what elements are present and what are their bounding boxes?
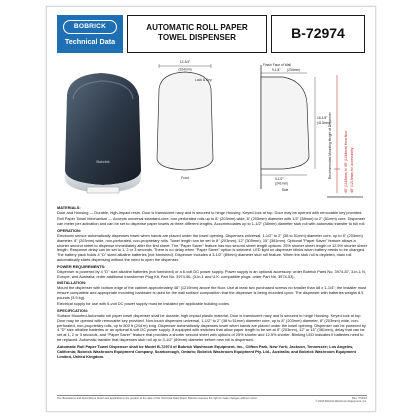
height-dim: 16-1/4" xyxy=(317,116,328,120)
front-view-outline xyxy=(157,72,213,170)
installation-para-1: Mount the dispenser with bottom edge of the cabinet approximately 48" (1219mm) above the floor. Use at least two purchased screws no smaller than #8 x 1-1/4"; the installer must ensure compatible and appropriate mounting hardware is used for the wall surface composition that the dispenser is being mounted upon. The dispenser with batteries weighs 8.5 pounds (3.9 kg). xyxy=(57,284,367,300)
logo-text: BOBRICK xyxy=(63,20,117,34)
lock-key-label: Lock & Key xyxy=(195,78,212,82)
materials-para-2: Roll Paper Towel Mechanism — Accepts universal standard-core, non-perforated rolls up to 8" (203mm) wide, 8" (203mm) diameter with 1.5" (38mm) to 2" (51mm) core. Dispenser can meter per activation and can be set to dispense paper towels at three different lengths. Accommodates up to 1-1/2" (38mm) diameter stub roll with automatic transfer to full roll. xyxy=(57,216,366,227)
model-number: B-72974 xyxy=(271,15,365,53)
materials-para-1: Door and Housing — Durable, high-impact resin. Door is translucent navy and is secured to hinge Housing. Keyed lock at top. Door may be opened with removable key provided. xyxy=(57,209,363,215)
front-view-label: Front xyxy=(181,176,189,180)
power-heading: POWER REQUIREMENTS: xyxy=(57,263,106,269)
product-title-line1: AUTOMATIC ROLL PAPER xyxy=(146,23,248,32)
dispenser-door xyxy=(65,73,141,185)
bobrick-logo xyxy=(57,15,123,53)
finish-face-label: Finish Face of Wall xyxy=(263,63,291,67)
specification-para-1: Surface Mounted Automatic roll paper towel dispenser shall be durable, high impact plastic material. Door is translucent navy and is secured to hinge Housing. Keyed lock at top. Door may be opened with removable key provided. Non-touch dispenses universal, 1-1/2" to 2" (38 to 51mm) diameter core, up to 8" (203mm) diameter, 8" (203mm) wide, non-perforated, non-proprietary rolls, up to 800 ft (244 m) long. Dispenser automatically dispenses towel when hands are placed under the towel opening. Dispenser can be powered by 4 "D" size alkaline batteries or an optional 6-volt DC power supply. If equipped with switches that allow paper length to be set at 8" (203mm), 12" or 15" (381mm), delay that can be set at 1, 2 or 3 seconds, and "Paper Saver" feature that provides a shorter second sheet with options of 25% shorter and 12.5% shorter. Blinking LED indicates if batteries need to be replaced. Automatic transfer that dispenses stub roll up to 3-1/2" (89mm) diameter before new roll is dispensed. xyxy=(57,312,366,343)
front-width-mm: (324mm) xyxy=(178,67,192,72)
paper-towel xyxy=(87,187,119,193)
side-view-label: Side xyxy=(281,188,289,192)
front-width-dim: 12-3/4" xyxy=(179,60,191,64)
housing-note: Recommended Mounting Height of Dispenser xyxy=(328,112,332,179)
side-width-mm: (241mm) xyxy=(275,181,289,186)
footer xyxy=(57,395,367,404)
installation-heading: INSTALLATION: xyxy=(57,280,87,286)
height-note-1: 45" (1143mm) to 49" (1244mm) from floor xyxy=(344,130,348,193)
specification-para-2: Automatic Roll Paper Towel Dispenser shall be Model B-72974 of Bobrick Washroom Equipment, Inc., Clifton Park, New York; Jackson, Tennessee; Los Angeles, California; Bobrick Washroom Equipment Company, Scarborough, Ontario; Bobrick Washroom Equipment Pty. Ltd., Australia; and Bobrick Washroom Equipment Limited, United Kingdom. xyxy=(57,343,356,359)
footer-revision xyxy=(316,397,367,403)
product-photo xyxy=(57,59,147,201)
photo-brand-label: Bobrick xyxy=(96,159,110,164)
product-title-box xyxy=(127,15,267,53)
side-width-dim: 9-1/2" xyxy=(275,177,284,181)
footer-disclaimer: The illustrations and descriptions herein are applicable to the product at the date of this Technical Data Sheet. Bobrick reserves the right to make changes without notice. xyxy=(57,397,258,400)
specification-text xyxy=(57,206,367,386)
height-note-2: 48" (1219mm) for accessibility xyxy=(350,147,354,193)
operation-para: Electronic sensor automatically dispenses towel when hands are placed under the towel opening. Dispenses universal, 1-1/2" to 2" (38 to 51mm) diameter core, up to 8" (203mm) diameter, 8" (203mm) wide, non-perforated, non-proprietary rolls. Towel length can be set to 8" (203mm), 12" (305mm), 15" (381mm). Optional "Paper Saver" feature allows a shorter second sheet to dispense immediately after the first sheet. The "Paper Saver" feature has two second sheet length options: 25% shorter sheet length or 12.5% shorter sheet length. Response delay can be set to 1, 2 or 3 seconds. There is no delay when "Paper Saver" option is selected. LED light on dispenser blinks when battery needs to be changed. The battery pack holds 4 "D" sized alkaline batteries (not furnished). Dispenser includes a 3-1/2" (89mm) diameter stub roll feature. When the stub roll is depleted, main roll automatically starts dispensing without the need to open the dispenser. xyxy=(57,232,367,263)
side-view-outline xyxy=(261,77,309,169)
operation-heading: OPERATION: xyxy=(57,227,82,233)
technical-data-sheet xyxy=(46,6,376,412)
technical-data-label: Technical Data xyxy=(64,37,116,46)
materials-heading: MATERIALS: xyxy=(57,205,81,210)
depth-mm: (234mm) xyxy=(287,68,301,72)
height-mm: (413mm) xyxy=(317,121,331,125)
footer-copyright: © 2016 Bobrick Washroom Equipment, Inc. xyxy=(315,400,367,404)
depth-dim: 9-1/4" xyxy=(272,68,281,72)
product-title-line2: TOWEL DISPENSER xyxy=(158,33,236,42)
specification-heading: SPECIFICATION: xyxy=(57,307,89,313)
footer-rev: Rev. 7/14/16 xyxy=(351,397,367,400)
installation-para-2: Electrical supply for use with 6-volt DC power supply must be installed per applicable building codes. xyxy=(57,301,231,307)
dimension-drawing xyxy=(151,59,367,201)
power-para: Dispenser is powered by 4 "D" size alkaline batteries (not furnished) or a 6-volt DC power supply. Power supply is an optional accessory: order Bobrick Parts No. 3974-87, 3-in-1 N, Europe, and Australia; order additional transformer Plug Kit, Part No. 3974-56, (3-in-1 and U.K. compatible plugs, order Part No. 3974-53). xyxy=(57,268,366,279)
